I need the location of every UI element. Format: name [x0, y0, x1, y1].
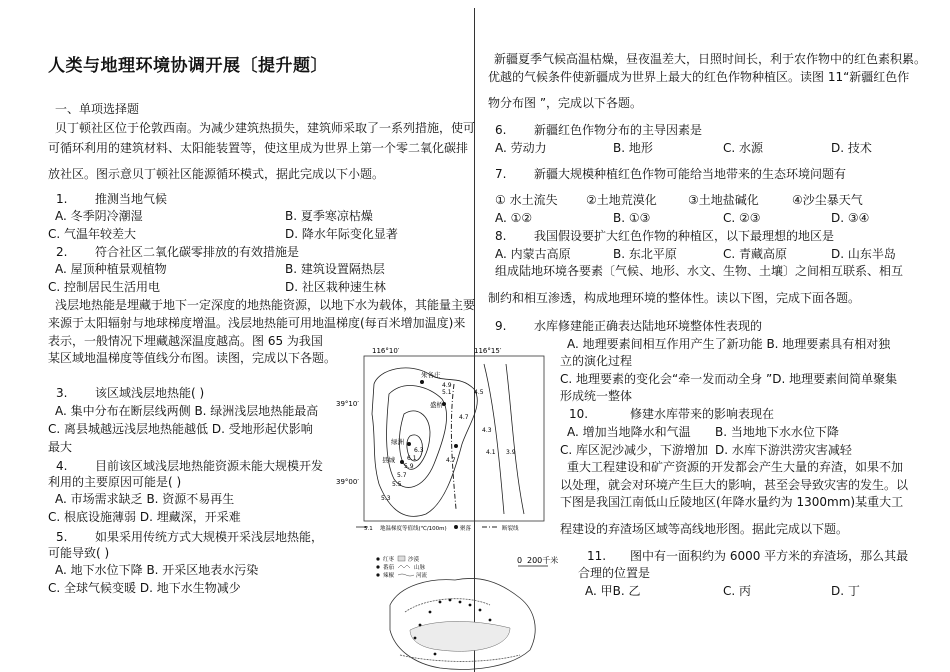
intro3-line2: 优越的气候条件使新疆成为世界上最大的红色作物种植区。读图 11“新疆红色作 — [488, 70, 910, 84]
xinjiang-red-crop-map — [370, 550, 559, 672]
map2-legend-6: 河流 — [416, 573, 428, 579]
q5-stem2: 可能导致( ) — [48, 546, 110, 560]
page-title: 人类与地理环境协调开展〔提升题〕 — [48, 56, 328, 76]
q2-stem: 符合社区二氧化碳零排放的有效措施是 — [95, 245, 300, 259]
q11-number: 11. — [587, 549, 607, 563]
q3-stem: 该区域浅层地热能( ) — [95, 386, 205, 400]
q7-stem: 新疆大规模种植红色作物可能给当地带来的生态环境问题有 — [534, 167, 847, 181]
map1-legend-4: 断裂线 — [502, 526, 519, 532]
map1-val-9: 6.1 — [407, 455, 417, 462]
map1-place-3: 绿洲 — [391, 438, 404, 446]
map2-kunlun — [400, 655, 520, 661]
q7-item-2: ②土地荒漠化 — [586, 193, 657, 207]
q7-item-3: ③土地盐碱化 — [688, 193, 759, 207]
legend-mountain-symbol — [398, 565, 410, 568]
legend-tomato-icon — [376, 565, 379, 568]
q2-option-b[interactable]: B. 建筑设置隔热层 — [285, 262, 385, 276]
map1-val-12: 5.5 — [392, 481, 402, 488]
q6-option-d[interactable]: D. 技术 — [831, 141, 872, 155]
legend-river-symbol — [398, 574, 414, 576]
q11-option-ab[interactable]: A. 甲B. 乙 — [585, 584, 641, 598]
intro2-line3: 表示，一般情况下埋藏越深温度越高。图 65 为我国 — [48, 334, 323, 348]
q2-number: 2. — [56, 245, 68, 259]
q4-options-line1[interactable]: A. 市场需求缺乏 B. 资源不易再生 — [55, 492, 235, 506]
intro5-line4: 程建设的弃渣场区域等高线地形图。据此完成以下题。 — [560, 522, 849, 536]
map1-lon1: 116°10′ — [372, 347, 400, 355]
map2-crop-point-4 — [469, 604, 472, 607]
q1-number: 1. — [56, 192, 68, 206]
q1-option-c[interactable]: C. 气温年较差大 — [48, 227, 137, 241]
map1-val-11: 5.7 — [397, 472, 407, 479]
q8-number: 8. — [495, 229, 507, 243]
q10-number: 10. — [569, 407, 589, 421]
q1-option-d[interactable]: D. 降水年际变化显著 — [285, 227, 398, 241]
map1-val-13: 5.3 — [381, 495, 391, 502]
intro3-line3: 物分布图 ”，完成以下各题。 — [488, 96, 643, 110]
q9-number: 9. — [495, 319, 507, 333]
intro5-line1: 重大工程建设和矿产资源的开发都会产生大量的弃渣，如果不加 — [567, 460, 904, 474]
q8-option-d[interactable]: D. 山东半岛 — [831, 247, 896, 261]
q9-options-line4: 形成统一整体 — [560, 389, 633, 403]
intro3-line1: 新疆夏季气候高温枯燥，昼夜温差大，日照时间长，利于农作物中的红色素积累。 — [494, 52, 927, 66]
map2-legend-5: 山脉 — [414, 565, 426, 571]
map1-val-1: 4.9 — [442, 382, 452, 389]
map2-legend-3: 辣椒 — [383, 573, 395, 579]
q3-options-line3: 最大 — [48, 440, 73, 454]
q7-option-b[interactable]: B. ①③ — [613, 211, 651, 225]
q8-option-c[interactable]: C. 青藏高原 — [723, 247, 788, 261]
geothermal-contour-map — [334, 344, 549, 534]
map2-crop-point-3 — [459, 601, 462, 604]
intro2-line4: 某区域地温梯度等值线分布图。读图，完成以下各题。 — [48, 351, 337, 365]
q8-stem: 我国假设要扩大红色作物的种植区，以下最理想的地区是 — [534, 229, 835, 243]
map1-legend-2: 地温梯度等值线(℃/100m) — [380, 526, 447, 532]
map2-crop-point-9 — [489, 619, 492, 622]
q6-stem: 新疆红色作物分布的主导因素是 — [534, 123, 703, 137]
map2-crop-point-5 — [429, 611, 432, 614]
q10-option-a[interactable]: A. 增加当地降水和气温 — [567, 425, 691, 439]
q5-number: 5. — [56, 530, 68, 544]
map1-val-6: 4.1 — [486, 449, 496, 456]
q3-options-line1[interactable]: A. 集中分布在断层线两侧 B. 绿洲浅层地热能最高 — [55, 404, 319, 418]
map2-legend-2: 番茄 — [383, 565, 395, 571]
q10-option-b[interactable]: B. 当地地下水水位下降 — [715, 425, 839, 439]
q1-option-a[interactable]: A. 冬季阴冷潮湿 — [55, 209, 143, 223]
section-heading: 一、单项选择题 — [55, 102, 140, 116]
map2-tianshan — [405, 599, 490, 612]
q4-stem2: 利用的主要原因可能是( ) — [48, 475, 182, 489]
q5-options-line1[interactable]: A. 地下水位下降 B. 开采区地表水污染 — [55, 563, 259, 577]
q11-stem2: 合理的位置是 — [578, 566, 651, 580]
q7-option-a[interactable]: A. ①② — [495, 211, 533, 225]
q9-stem: 水库修建能正确表达陆地环境整体性表现的 — [534, 319, 763, 333]
map1-val-2: 5.1 — [442, 389, 452, 396]
q7-item-4: ④沙尘暴天气 — [792, 193, 863, 207]
intro5-line3: 下图是我国江南低山丘陵地区(年降水量约为 1300mm)某重大工 — [560, 495, 904, 509]
q5-options-line2[interactable]: C. 全球气候变暖 D. 地下水生物减少 — [48, 581, 241, 595]
map2-crop-point-7 — [419, 624, 422, 627]
q7-option-d[interactable]: D. ③④ — [831, 211, 870, 225]
map2-scale-zero: 0 — [517, 556, 523, 565]
q4-options-line2[interactable]: C. 根底设施薄弱 D. 埋藏深，开采难 — [48, 510, 241, 524]
map2-crop-point-10 — [434, 653, 437, 656]
q9-options-line2: 立的演化过程 — [560, 354, 633, 368]
map2-crop-point-2 — [449, 599, 452, 602]
map1-settlement-3 — [407, 442, 411, 446]
map2-crop-point-6 — [479, 609, 482, 612]
q11-option-d[interactable]: D. 丁 — [831, 584, 860, 598]
legend-jujube-icon — [376, 557, 379, 560]
map1-legend-3: 聚落 — [460, 526, 472, 532]
map1-legend-1: 5.1 — [364, 526, 373, 532]
q8-option-a[interactable]: A. 内蒙古高原 — [495, 247, 571, 261]
map1-settlement-1 — [420, 380, 424, 384]
legend-desert-swatch — [398, 556, 405, 561]
q2-option-d[interactable]: D. 社区栽种速生林 — [285, 280, 386, 294]
q7-item-1: ① 水土流失 — [495, 193, 558, 207]
intro2-line2: 来源于太阳辐射与地球梯度增温。浅层地热能可用地温梯度(每百米增加温度)来 — [48, 316, 466, 330]
q5-stem1: 如果采用传统方式大规模开采浅层地热能， — [95, 530, 324, 544]
q10-option-d[interactable]: D. 水库下游洪涝灾害减轻 — [715, 443, 852, 457]
map1-val-7: 3.9 — [506, 449, 516, 456]
map2-legend-1: 红枣 — [383, 557, 395, 563]
q11-stem1: 图中有一面积约为 6000 平方米的弃渣场，那么其最 — [630, 549, 909, 563]
q6-option-a[interactable]: A. 劳动力 — [495, 141, 547, 155]
map1-contour-right1 — [484, 364, 504, 514]
map2-desert-area — [410, 621, 510, 651]
map1-lon2: 116°15′ — [474, 347, 502, 355]
q6-option-b[interactable]: B. 地形 — [613, 141, 653, 155]
q3-options-line2[interactable]: C. 离县城越远浅层地热能越低 D. 受地形起伏影响 — [48, 422, 313, 436]
q4-stem1: 目前该区域浅层地热能资源未能大规模开发 — [95, 459, 324, 473]
q2-option-c[interactable]: C. 控制居民生活用电 — [48, 280, 161, 294]
q8-option-b[interactable]: B. 东北平原 — [613, 247, 677, 261]
map1-place-1: 朱各庄 — [421, 371, 441, 379]
q1-stem: 推测当地气候 — [95, 192, 168, 206]
map1-val-4: 4.7 — [459, 414, 469, 421]
map2-crop-point-1 — [439, 601, 442, 604]
map1-place-2: 盛桥 — [430, 401, 443, 409]
map1-val-14: 4.7 — [446, 457, 456, 464]
q2-option-a[interactable]: A. 屋顶种植景观植物 — [55, 262, 167, 276]
map1-place-4: 县城 — [382, 456, 395, 464]
map1-lat1: 39°10′ — [336, 400, 359, 408]
map1-val-10: 5.9 — [404, 463, 414, 470]
q7-number: 7. — [495, 167, 507, 181]
q6-number: 6. — [495, 123, 507, 137]
legend-pepper-icon — [376, 573, 379, 576]
map1-contour-right2 — [506, 364, 524, 514]
intro1-line3: 放社区。图示意贝丁顿社区能源循环模式，据此完成以下小题。 — [48, 167, 385, 181]
map2-legend-4: 沙漠 — [408, 557, 420, 563]
intro1-line1: 贝丁顿社区位于伦敦西南。为减少建筑热损失，建筑师采取了一系列措施，使可 — [55, 121, 476, 135]
intro4-line1: 组成陆地环境各要素〔气候、地形、水文、生物、土壤〕之间相互联系、相互 — [495, 264, 904, 278]
map1-val-5: 4.3 — [482, 427, 492, 434]
q10-stem: 修建水库带来的影响表现在 — [630, 407, 775, 421]
intro2-line1: 浅层地热能是埋藏于地下一定深度的地热能资源，以地下水为载体，其能量主要 — [55, 298, 476, 312]
intro1-line2: 可循环利用的建筑材料、太阳能装置等，使这里成为世界上第一个零二氧化碳排 — [48, 141, 469, 155]
q7-option-c[interactable]: C. ②③ — [723, 211, 761, 225]
map2-crop-point-8 — [414, 637, 417, 640]
q6-option-c[interactable]: C. 水源 — [723, 141, 764, 155]
q3-number: 3. — [56, 386, 68, 400]
map1-settlement-5 — [454, 444, 458, 448]
map2-scale-unit: 200千米 — [527, 556, 559, 565]
q9-options-line1[interactable]: A. 地理要素间相互作用产生了新功能 B. 地理要素具有相对独 — [567, 337, 891, 351]
map1-val-3: 4.5 — [474, 389, 484, 396]
intro4-line2: 制约和相互渗透，构成地理环境的整体性。读以下图，完成下面各题。 — [488, 291, 861, 305]
map1-legend-settlement-icon — [454, 525, 458, 529]
map1-lat2: 39°00′ — [336, 478, 359, 486]
intro5-line2: 以处理，就会对环境产生巨大的影响，甚至会导致灾害的发生。以 — [560, 478, 909, 492]
map1-val-8: 6.3 — [414, 447, 424, 454]
q4-number: 4. — [56, 459, 68, 473]
q1-option-b[interactable]: B. 夏季寒凉枯燥 — [285, 209, 373, 223]
q9-options-line3[interactable]: C. 地理要素的变化会“牵一发而动全身 ”D. 地理要素间简单聚集 — [560, 372, 898, 386]
q10-option-c[interactable]: C. 库区泥沙减少，下游增加 — [560, 443, 709, 457]
q11-option-c[interactable]: C. 丙 — [723, 584, 752, 598]
